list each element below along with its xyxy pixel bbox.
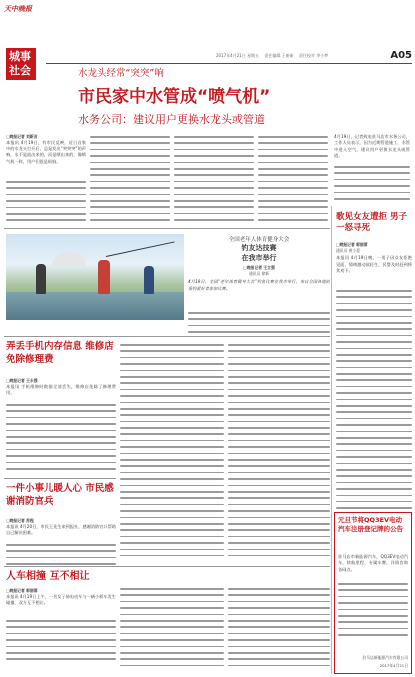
masthead bbox=[0, 0, 415, 77]
vegetable-byline: □晚报记者 苏程 bbox=[6, 518, 34, 523]
ad-headline: 元旦节将QQ3EV电动汽车注册登记牌的公告 bbox=[338, 516, 403, 533]
phone-intro: 本报讯 手机维修时数据全部丢失，维修店免除了修理费用。 bbox=[6, 383, 116, 395]
photo-bottom-rule bbox=[4, 336, 330, 337]
right-feature-intro: 本报讯 4月19日晚，一男子因女友拒绝见面，情绪激动欲轻生，民警及时赶到将其劝下。 bbox=[336, 255, 412, 273]
masthead-rule bbox=[46, 63, 412, 64]
vegetable-body bbox=[6, 518, 116, 568]
section-label: 城事 社会 bbox=[6, 48, 36, 76]
photo-person-2 bbox=[98, 260, 110, 294]
vegetable-headline: 一件小事儿暖人心 市民感谢消防官兵 bbox=[6, 483, 114, 507]
phone-byline: □晚报记者 王永强 bbox=[6, 378, 38, 383]
lead-column-3 bbox=[174, 134, 254, 226]
photo-story-byline: □晚报记者 王立强 bbox=[243, 265, 275, 270]
lead-column-2 bbox=[90, 134, 170, 226]
middle-column-a bbox=[120, 344, 224, 560]
photo-person-1 bbox=[36, 264, 46, 294]
page-number: A05 bbox=[390, 50, 412, 61]
lead-column-1 bbox=[6, 134, 86, 226]
logo-text: 天中晚报 bbox=[4, 5, 32, 13]
ad-footer: 驻马店新能源汽车有限公司 bbox=[362, 655, 408, 661]
car-headline: 人车相撞 互不相让 bbox=[6, 571, 90, 582]
photo-story-title: 全国老年人体育健身大会 钓友达技赛 在我市举行 bbox=[228, 237, 290, 262]
photo-umbrella bbox=[52, 252, 86, 266]
photo-story-text bbox=[188, 236, 330, 340]
date-line: 2017年4月21日 星期五 责任编辑 王新新 责任校对 李小梦 bbox=[216, 53, 329, 58]
lead-bottom-rule bbox=[4, 228, 330, 229]
right-feature-headline: 歌见女友遭拒 男子一怒寻死 bbox=[336, 212, 407, 233]
photo-rod bbox=[106, 241, 175, 257]
vegetable-intro: 本报讯 4月20日，市民王先生来到报社，感谢消防官兵帮助自己解决困难。 bbox=[6, 523, 116, 535]
car-column-c bbox=[228, 588, 330, 674]
ad-body: 驻马店市新能源汽车，QQ3EV电动汽车，续航里程，专属车牌，详情咨询各网点。 bbox=[338, 554, 408, 572]
car-column-b bbox=[120, 588, 224, 674]
lead-kicker: 水龙头经常“突突”响 bbox=[78, 68, 164, 79]
photo-story-intro: 4月19日，全国“老年体育健身大会”钓鱼比赛在我市举行，来自全国各地的垂钓爱好者参加比赛。 bbox=[188, 279, 330, 291]
photo-water bbox=[6, 292, 184, 320]
lead-subhead: 水务公司：建议用户更换水龙头或管道 bbox=[78, 113, 265, 126]
lead-headline: 市民家中水管成“喷气机” bbox=[78, 87, 271, 107]
photo-story-image bbox=[6, 234, 184, 320]
divider-right-column bbox=[331, 206, 332, 674]
middle-column-b bbox=[228, 344, 330, 560]
car-byline: □晚报记者 郭丽蓉 bbox=[6, 588, 38, 593]
right-feature-byline: □晚报记者 郭丽蓉 bbox=[336, 242, 368, 247]
vegetable-bottom-rule bbox=[4, 566, 330, 567]
photo-person-3 bbox=[144, 266, 154, 294]
lead-column-4 bbox=[258, 134, 328, 226]
lead-column-5 bbox=[334, 134, 410, 204]
lead-col-end: 4月19日，记者致电驻马店市水务公司，工作人员表示，因为近期管道施工，水管中进入空气，建议用户更换水龙头或管道。 bbox=[334, 134, 410, 159]
phone-bottom-rule bbox=[4, 478, 116, 479]
phone-body bbox=[6, 378, 116, 478]
lead-intro: 本报讯 4月19日，有市民反映，近日自家中的水龙头打开后，总是发出“突突突”的声响，水不是流出来的，而是喷出来的，像喷气机一样，用户们很是烦恼。 bbox=[6, 139, 86, 164]
right-feature-body bbox=[336, 242, 412, 512]
phone-headline: 弄丢手机内存信息 维修店免除修理费 bbox=[6, 341, 114, 365]
right-feature-sub-byline: 通讯员 黄小蒙 bbox=[336, 247, 360, 253]
car-body bbox=[6, 588, 116, 674]
newspaper-logo bbox=[4, 4, 44, 14]
ad-box bbox=[334, 512, 412, 674]
lead-byline: □晚报记者 刘新言 bbox=[6, 134, 38, 139]
ad-date: 2017年4月21日 bbox=[379, 663, 408, 669]
photo-story-sub-byline: 通讯员 徐新 bbox=[248, 270, 270, 276]
car-intro: 本报讯 4月19日上午，一名女子骑电动车与一辆小轿车发生碰撞，双方互不相让。 bbox=[6, 593, 116, 605]
